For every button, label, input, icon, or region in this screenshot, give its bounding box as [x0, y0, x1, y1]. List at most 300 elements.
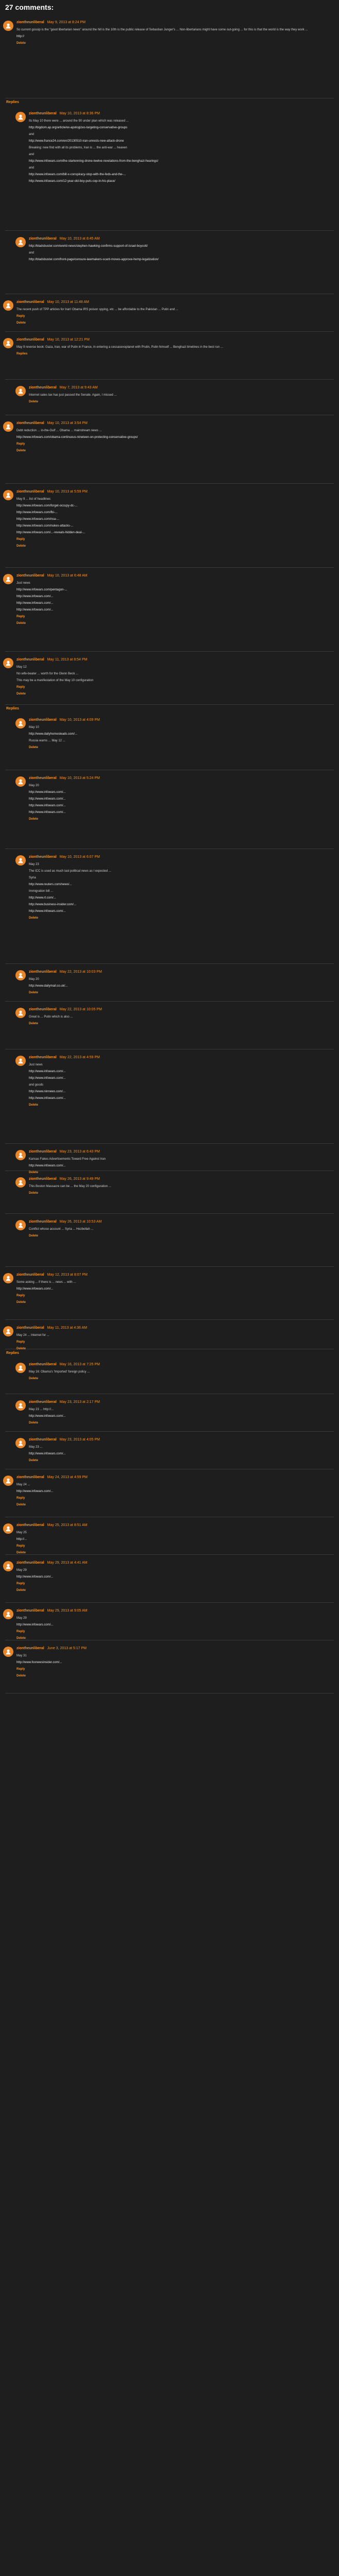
delete-link[interactable]: Delete	[29, 818, 39, 821]
comment-body	[16, 1616, 335, 1643]
comment-text: and goods	[29, 1083, 44, 1087]
reply-comment	[12, 1435, 339, 1466]
delete-link[interactable]: Delete	[16, 622, 26, 625]
reply-link[interactable]: Reply	[16, 1497, 25, 1500]
comment-author[interactable]: ziontheunliberal	[16, 1609, 44, 1613]
comment-author[interactable]: ziontheunliberal	[16, 300, 44, 304]
reply-link[interactable]: Reply	[16, 1545, 25, 1548]
comment-timestamp[interactable]: May 22, 2013 at 10:03 PM	[59, 970, 102, 974]
comment-text: This may be a manifestation of the May 10 configuration	[16, 679, 94, 682]
comment-link[interactable]: http://www.reuters.com/news/...	[29, 883, 72, 886]
comment-timestamp[interactable]: May 10, 2013 at 8:36 PM	[59, 112, 100, 115]
comment-link[interactable]: http://www.france24.com/en/20130510-iran-unrests-new-attack-drone	[29, 140, 124, 143]
divider	[5, 1266, 334, 1267]
comment-text: and	[29, 166, 35, 170]
comment-text: Immigration bill ...	[29, 890, 54, 893]
comment-text: Syria	[29, 876, 36, 879]
comment-meta	[16, 1476, 88, 1479]
comment-author[interactable]: ziontheunliberal	[16, 21, 44, 24]
reply-comment	[12, 1360, 339, 1391]
comment-meta	[29, 237, 100, 241]
divider	[5, 1001, 334, 1002]
comment-timestamp[interactable]: May 10, 2013 at 5:24 PM	[59, 776, 100, 780]
reply-link[interactable]: Reply	[16, 1668, 25, 1671]
comment-body	[16, 581, 335, 628]
comment-text: The ICC is used as much last political news as I expected ...	[29, 870, 111, 873]
comment-body	[16, 1568, 335, 1595]
blogger-avatar-icon	[15, 718, 26, 728]
comment-meta	[29, 1177, 100, 1181]
delete-link[interactable]: Delete	[29, 400, 39, 403]
comment-text: Just news	[29, 1063, 43, 1066]
reply-link[interactable]: Reply	[16, 538, 25, 541]
comment-text: May 29	[16, 1617, 27, 1620]
comment-meta	[16, 338, 90, 342]
blogger-avatar-icon	[3, 1476, 13, 1486]
comment-text: Breaking: new find with all its problems, Iran is ... the anti-war ... heaven	[29, 146, 127, 149]
comment-link[interactable]: http://www.infowars.com/...	[29, 1415, 66, 1418]
comment-timestamp[interactable]: May 22, 2013 at 4:59 PM	[59, 1056, 100, 1059]
delete-link[interactable]: Delete	[16, 1589, 26, 1592]
comment	[0, 571, 339, 648]
comment-timestamp[interactable]: May 10, 2013 at 12:21 PM	[47, 338, 90, 342]
comment-text: May 10	[29, 726, 39, 729]
comment-link[interactable]: http://www.infowars.com/...	[16, 1623, 54, 1626]
comment-link[interactable]: http://www.infowars.com/12-year-old-boy-puts-cop-in-his-place/	[29, 180, 115, 183]
comment-author[interactable]: ziontheunliberal	[16, 658, 44, 662]
comment-author[interactable]: ziontheunliberal	[16, 1476, 44, 1479]
comment-timestamp[interactable]: May 11, 2013 at 8:54 PM	[47, 658, 88, 662]
reply-comment	[12, 1147, 339, 1174]
comment-body	[29, 1227, 335, 1241]
comment-meta	[16, 1326, 87, 1330]
comment-author[interactable]: ziontheunliberal	[29, 386, 57, 389]
comment-text: This Boston Massacre can be ... the May 20 configuration ...	[29, 1185, 111, 1188]
comment-author[interactable]: ziontheunliberal	[29, 718, 57, 722]
comment-text: Internet sales tax has just passed the Senate. Again, I missed ...	[29, 394, 117, 397]
comment-link[interactable]: http://www.infowars.com/fbi-...	[16, 511, 58, 514]
comment-meta	[16, 300, 89, 304]
comment-timestamp[interactable]: May 12, 2013 at 8:07 PM	[47, 1273, 88, 1277]
comment-meta	[29, 855, 100, 859]
comment-author[interactable]: ziontheunliberal	[29, 1363, 57, 1366]
comment-author[interactable]: ziontheunliberal	[29, 1056, 57, 1059]
delete-link[interactable]: Delete	[29, 917, 39, 920]
comment-text: May 20	[29, 784, 39, 787]
divider	[5, 651, 334, 652]
comment-author[interactable]: ziontheunliberal	[29, 1438, 57, 1442]
comment-timestamp[interactable]: May 10, 2013 at 3:54 PM	[47, 421, 88, 425]
blogger-avatar-icon	[3, 658, 13, 668]
comment-text: May 31	[16, 1654, 27, 1657]
comment-link[interactable]: http://www.dailyhomesteads.com/...	[29, 733, 78, 736]
delete-link[interactable]: Delete	[16, 1347, 26, 1350]
divider	[5, 379, 334, 380]
replies-toggle[interactable]: Replies	[6, 706, 19, 710]
delete-link[interactable]: Delete	[16, 545, 26, 548]
reply-comment	[12, 383, 339, 412]
comment-timestamp[interactable]: May 23, 2013 at 2:17 PM	[59, 1400, 100, 1404]
delete-link[interactable]: Delete	[29, 1104, 39, 1107]
comment-timestamp[interactable]: May 10, 2013 at 5:59 PM	[47, 490, 88, 494]
comment-text: May 16: Obama's 'Imported' foreign policy ...	[29, 1370, 90, 1374]
comment-meta	[16, 1273, 88, 1277]
blogger-avatar-icon	[3, 300, 13, 311]
comment-author[interactable]: ziontheunliberal	[29, 1400, 57, 1404]
comment-timestamp[interactable]: May 10, 2013 at 8:45 AM	[59, 237, 100, 241]
comment-body	[29, 1063, 335, 1110]
comment-body	[29, 1184, 335, 1198]
comment-link[interactable]: http://www.business-insider.com/...	[29, 903, 77, 906]
comment-meta	[16, 574, 88, 578]
comment-body	[29, 977, 335, 997]
comment-timestamp[interactable]: May 10, 2013 at 6:48 AM	[47, 574, 88, 578]
comment-link[interactable]: http://www.infowars.com/the-startenning-drone-twelve-revelations-from-the-benghazi-hearings/	[29, 160, 159, 163]
blogger-avatar-icon	[15, 112, 26, 122]
comment-meta	[29, 1008, 102, 1011]
comment-author[interactable]: ziontheunliberal	[16, 490, 44, 494]
replies-toggle[interactable]: Replies	[6, 100, 19, 104]
reply-link[interactable]: Reply	[16, 1294, 25, 1297]
blogger-avatar-icon	[3, 1523, 13, 1534]
reply-link[interactable]: Reply	[16, 443, 25, 446]
delete-link[interactable]: Delete	[29, 1022, 39, 1025]
comment-body	[16, 1280, 335, 1307]
comment-text: No wife-beater ... worth for the Glenn Beck ...	[16, 672, 79, 675]
comment-body	[29, 862, 335, 923]
replies-link[interactable]: Replies	[16, 352, 28, 355]
comment-text: May 9 ... list of headlines	[16, 498, 51, 501]
comment-link[interactable]: http://www.infowars.com/nsa-...	[16, 518, 60, 521]
divider	[5, 567, 334, 568]
comment-link[interactable]: http://www.infowars.com/...	[16, 1287, 54, 1291]
comment-body	[29, 784, 335, 824]
comment-text: Conflict whose account ... Syria ... Hezbollah ...	[29, 1228, 94, 1231]
blogger-avatar-icon	[15, 1400, 26, 1411]
comment-text: and	[29, 153, 35, 156]
comment-meta	[29, 1220, 101, 1224]
blogger-avatar-icon	[3, 338, 13, 348]
comment	[0, 487, 339, 564]
comment-author[interactable]: ziontheunliberal	[29, 1177, 57, 1181]
blogger-avatar-icon	[3, 21, 13, 31]
comment	[0, 18, 339, 95]
reply-link[interactable]: Reply	[16, 1582, 25, 1585]
comment-body	[16, 1333, 335, 1353]
comment-author[interactable]: ziontheunliberal	[29, 112, 57, 115]
comment-link[interactable]: http://www.infowars.com/...	[16, 608, 54, 612]
reply-comment	[12, 234, 339, 291]
comment-link[interactable]: http://www.infowars.com/...	[16, 1490, 54, 1493]
delete-link[interactable]: Delete	[16, 1551, 26, 1554]
comment-link[interactable]: http://www.infowars.com/...	[29, 798, 66, 801]
comment-timestamp[interactable]: May 23, 2013 at 6:43 PM	[59, 1150, 100, 1154]
comment-body	[16, 1531, 335, 1557]
blogger-avatar-icon	[3, 1561, 13, 1571]
delete-link[interactable]: Delete	[29, 991, 39, 994]
delete-link[interactable]: Delete	[29, 1377, 39, 1380]
comment-timestamp[interactable]: May 29, 2013 at 9:05 AM	[47, 1609, 88, 1613]
blogger-avatar-icon	[15, 1056, 26, 1066]
comment-link[interactable]: http://	[16, 35, 25, 38]
comment-link[interactable]: http://www.dailymail.co.uk/...	[29, 985, 68, 988]
comment-timestamp[interactable]: May 25, 2013 at 8:51 AM	[47, 1523, 88, 1527]
delete-link[interactable]: Delete	[29, 1421, 39, 1425]
comment-timestamp[interactable]: May 22, 2013 at 10:05 PM	[59, 1008, 102, 1011]
divider	[5, 1143, 334, 1144]
reply-link[interactable]: Reply	[16, 315, 25, 318]
divider	[5, 331, 334, 332]
comment	[0, 1606, 339, 1640]
divider	[5, 230, 334, 231]
reply-comment	[12, 967, 339, 998]
comment-link[interactable]: http://www.infowars.com/nukes-attacks-...	[16, 524, 74, 528]
comment-meta	[16, 490, 88, 494]
comment-body	[16, 497, 335, 551]
delete-link[interactable]: Delete	[16, 1637, 26, 1640]
divider	[5, 1431, 334, 1432]
comment-meta	[29, 1056, 100, 1059]
comment-timestamp[interactable]: May 10, 2013 at 4:09 PM	[59, 718, 100, 722]
reply-comment	[12, 773, 339, 845]
comment-author[interactable]: ziontheunliberal	[29, 1220, 57, 1224]
comment-timestamp[interactable]: May 26, 2013 at 9:49 PM	[59, 1177, 100, 1181]
comment	[0, 297, 339, 328]
comment-text: Russia warns ... May 12 ...	[29, 739, 65, 742]
comment	[0, 1520, 339, 1554]
comment-timestamp[interactable]: May 9, 2013 at 8:24 PM	[47, 21, 86, 24]
comment-meta	[16, 1523, 88, 1527]
comment-link[interactable]: http://www.infowars.com/...	[16, 595, 54, 598]
reply-comment	[12, 1174, 339, 1210]
delete-link[interactable]: Delete	[16, 1674, 26, 1677]
comment-text: May 24 ... Internet for ...	[16, 1334, 49, 1337]
comment-text: and	[29, 133, 35, 136]
comment-author[interactable]: ziontheunliberal	[16, 1523, 44, 1527]
comment-text: Just news	[16, 582, 30, 585]
reply-link[interactable]: Reply	[16, 1630, 25, 1633]
blogger-avatar-icon	[3, 490, 13, 500]
comment-link[interactable]: http://www.infowars.com/...	[16, 1575, 54, 1579]
comment-body	[29, 119, 335, 186]
comment-text: Some asking ... if there is ... news ... with ...	[16, 1281, 76, 1284]
comment-author[interactable]: ziontheunliberal	[29, 237, 57, 241]
comment-link[interactable]: http://www.infowars.com/pentagon-...	[16, 588, 67, 591]
delete-link[interactable]: Delete	[16, 321, 26, 325]
comment-meta	[16, 21, 86, 24]
comment-meta	[29, 776, 100, 780]
comment-body	[29, 244, 335, 264]
comment-link[interactable]: http://www.infowars.com/forget-occupy-dc-...	[16, 504, 78, 507]
comment-meta	[29, 1438, 100, 1442]
comment-meta	[16, 1561, 88, 1565]
comment-text: May 23 ... http://...	[29, 1408, 54, 1411]
comment-timestamp[interactable]: May 24, 2013 at 4:59 PM	[47, 1476, 88, 1479]
comment-author[interactable]: ziontheunliberal	[16, 421, 44, 425]
replies-toggle[interactable]: Replies	[6, 1351, 19, 1355]
comment-author[interactable]: ziontheunliberal	[16, 1647, 44, 1650]
delete-link[interactable]: Delete	[16, 1503, 26, 1506]
comment-link[interactable]: http://www.rt.com/...	[29, 896, 56, 900]
comment-link[interactable]: http://bladsbuster.com/front-page/censure-lawmakers-scant-moves-approve-hemp-legalization/	[29, 258, 159, 261]
comment-timestamp[interactable]: May 26, 2013 at 10:53 AM	[59, 1220, 102, 1224]
comment-timestamp[interactable]: May 23, 2013 at 4:05 PM	[59, 1438, 100, 1442]
comment-text: May 20	[29, 978, 39, 981]
comment-timestamp[interactable]: May 7, 2013 at 9:43 AM	[59, 386, 98, 389]
comment-text: May 29	[16, 1569, 27, 1572]
comment-link[interactable]: http://www.infowars.com/...	[16, 602, 54, 605]
comment-author[interactable]: ziontheunliberal	[29, 970, 57, 974]
comment-timestamp[interactable]: May 16, 2013 at 7:25 PM	[59, 1363, 100, 1366]
reply-comment	[12, 1053, 339, 1140]
comment-link[interactable]: http://www.infowars.com/...	[29, 791, 66, 794]
comment-meta	[29, 718, 100, 722]
comment-author[interactable]: ziontheunliberal	[16, 1273, 44, 1277]
comments-count-title: 27 comments:	[5, 3, 54, 11]
comment-author[interactable]: ziontheunliberal	[16, 1561, 44, 1565]
reply-comment	[12, 1217, 339, 1263]
comment-meta	[29, 112, 100, 115]
reply-comment	[12, 715, 339, 767]
comment-link[interactable]: http://www.infowars.com/...	[29, 804, 66, 807]
comment-meta	[29, 970, 102, 974]
reply-comment	[12, 109, 339, 227]
comment-timestamp[interactable]: May 10, 2013 at 11:48 AM	[47, 300, 89, 304]
comment-text: Kansas Fakes Advertisements Toward Free Against Iran	[29, 1158, 106, 1161]
comment-body	[16, 665, 335, 699]
delete-link[interactable]: Delete	[16, 692, 26, 696]
comment-link[interactable]: http://www.infowars.com/...-reveals-hidden-deal-...	[16, 531, 86, 534]
comment-timestamp[interactable]: May 10, 2013 at 6:07 PM	[59, 855, 100, 859]
delete-link[interactable]: Delete	[29, 1234, 39, 1238]
comment-link[interactable]: http://www.infowars.com/...	[29, 1077, 66, 1080]
comment-author[interactable]: ziontheunliberal	[16, 1326, 44, 1330]
divider	[5, 1213, 334, 1214]
comment-body	[29, 1015, 335, 1028]
comment-author[interactable]: ziontheunliberal	[16, 338, 44, 342]
divider	[5, 963, 334, 964]
delete-link[interactable]: Delete	[29, 1192, 39, 1195]
comment	[0, 655, 339, 701]
comment-timestamp[interactable]: May 29, 2013 at 4:41 AM	[47, 1561, 88, 1565]
comment-body	[29, 1370, 335, 1383]
blogger-avatar-icon	[15, 237, 26, 247]
comment-author[interactable]: ziontheunliberal	[29, 1008, 57, 1011]
comment-timestamp[interactable]: May 11, 2013 at 4:36 AM	[47, 1326, 87, 1330]
comment-link[interactable]: http://www.infowars.com/...	[29, 910, 66, 913]
comment-text: May 12	[16, 666, 27, 669]
comment	[0, 1643, 339, 1690]
delete-link[interactable]: Delete	[16, 449, 26, 452]
comment-body	[29, 393, 335, 406]
comment-body	[29, 1445, 335, 1465]
blogger-avatar-icon	[15, 855, 26, 866]
comment	[0, 1270, 339, 1316]
delete-link[interactable]: Delete	[16, 1301, 26, 1304]
comment-meta	[29, 1150, 100, 1154]
comment-author[interactable]: ziontheunliberal	[29, 776, 57, 780]
comment-link[interactable]: http://www.infowars.com/...	[29, 1452, 66, 1455]
comment-link[interactable]: http://www.infowars.com/bill-x-conspiracy-stop-with-the-feds-and-the-...	[29, 173, 126, 176]
reply-comment	[12, 1397, 339, 1428]
reply-link[interactable]: Reply	[16, 1341, 25, 1344]
blogger-avatar-icon	[3, 421, 13, 432]
reply-link[interactable]: Reply	[16, 686, 25, 689]
comment-meta	[16, 1609, 88, 1613]
comment-meta	[29, 1400, 100, 1404]
comment-link[interactable]: http://www.infowars.com/...	[29, 811, 66, 814]
delete-link[interactable]: Delete	[16, 42, 26, 45]
delete-link[interactable]: Delete	[29, 1171, 39, 1174]
comment-link[interactable]: http://www.infowars.com/...	[29, 1070, 66, 1073]
blogger-avatar-icon	[15, 1150, 26, 1160]
blogger-avatar-icon	[3, 1326, 13, 1336]
comment-meta	[29, 1363, 100, 1366]
comments-list	[0, 18, 339, 1693]
comment-link[interactable]: http://www.infowars.com/...	[29, 1164, 66, 1167]
comment-text: The recent push of TPP articles for Iran! Obama IRS poison spying, etc ... be affordable to the Pakistan ... Putin and ...	[16, 308, 178, 311]
comment-meta	[16, 421, 88, 425]
comment-text: and	[29, 251, 35, 255]
blogger-avatar-icon	[3, 1609, 13, 1619]
comment-link[interactable]: http://www.foxnewsinsider.com/...	[16, 1661, 62, 1664]
blogger-avatar-icon	[15, 1220, 26, 1230]
comment-text: May 25	[16, 1531, 27, 1534]
blogger-avatar-icon	[15, 1363, 26, 1373]
comment-author[interactable]: ziontheunliberal	[29, 1150, 57, 1154]
comment-text: May 23	[29, 863, 39, 866]
delete-link[interactable]: Delete	[29, 746, 39, 749]
reply-comment	[12, 852, 339, 960]
divider	[5, 483, 334, 484]
blogger-avatar-icon	[15, 1438, 26, 1448]
blogger-avatar-icon	[15, 776, 26, 787]
comment-body	[29, 725, 335, 752]
comment-link[interactable]: http://bigdom.ap.org/article/ex-apologizes-targeting-conservative-groups	[29, 126, 128, 129]
comment-body	[16, 308, 335, 328]
comment-link[interactable]: http://www.infowars.com/obama-continuous-nineteen-on-protecting-conservative-groups/	[16, 436, 138, 439]
delete-link[interactable]: Delete	[29, 1459, 39, 1462]
comment-link[interactable]: http://www.ninnews.com/...	[29, 1090, 66, 1093]
comment-body	[16, 1483, 335, 1510]
reply-comment	[12, 1005, 339, 1046]
comment-text: Great is ... Putin which is also ...	[29, 1015, 73, 1019]
comment-meta	[16, 1647, 87, 1650]
comment-author[interactable]: ziontheunliberal	[16, 574, 44, 578]
comment	[0, 1323, 339, 1350]
comment-text: Debt reduction ... in-the-Gulf ... Obama ... mainstream news ...	[16, 429, 102, 432]
comment	[0, 335, 339, 376]
divider	[5, 1319, 334, 1320]
comment-timestamp[interactable]: June 3, 2013 at 5:17 PM	[47, 1647, 87, 1650]
comment-body	[16, 1654, 335, 1681]
blogger-avatar-icon	[15, 1177, 26, 1188]
comment-link[interactable]: http://...	[16, 1538, 27, 1541]
comment-body	[29, 1408, 335, 1428]
reply-link[interactable]: Reply	[16, 615, 25, 618]
comment	[0, 418, 339, 480]
comment-body	[16, 345, 335, 359]
comment-author[interactable]: ziontheunliberal	[29, 855, 57, 859]
blogger-avatar-icon	[15, 1008, 26, 1018]
comment-link[interactable]: http://bladsbuster.com/world-news/stephen-hawking-confirms-support-of-israel-boycott/	[29, 245, 148, 248]
comment-text: May 9 reverse book: Gaza, Iran, war of Putin in France, in entering a cessasexoplanet with Prutin, Putin himself ... Benghazi timelines in the best run ...	[16, 346, 223, 349]
comment	[0, 1472, 339, 1514]
blogger-avatar-icon	[3, 1273, 13, 1283]
blogger-avatar-icon	[15, 386, 26, 396]
comment-link[interactable]: http://www.infowars.com/...	[29, 1097, 66, 1100]
comment-meta	[29, 386, 98, 389]
